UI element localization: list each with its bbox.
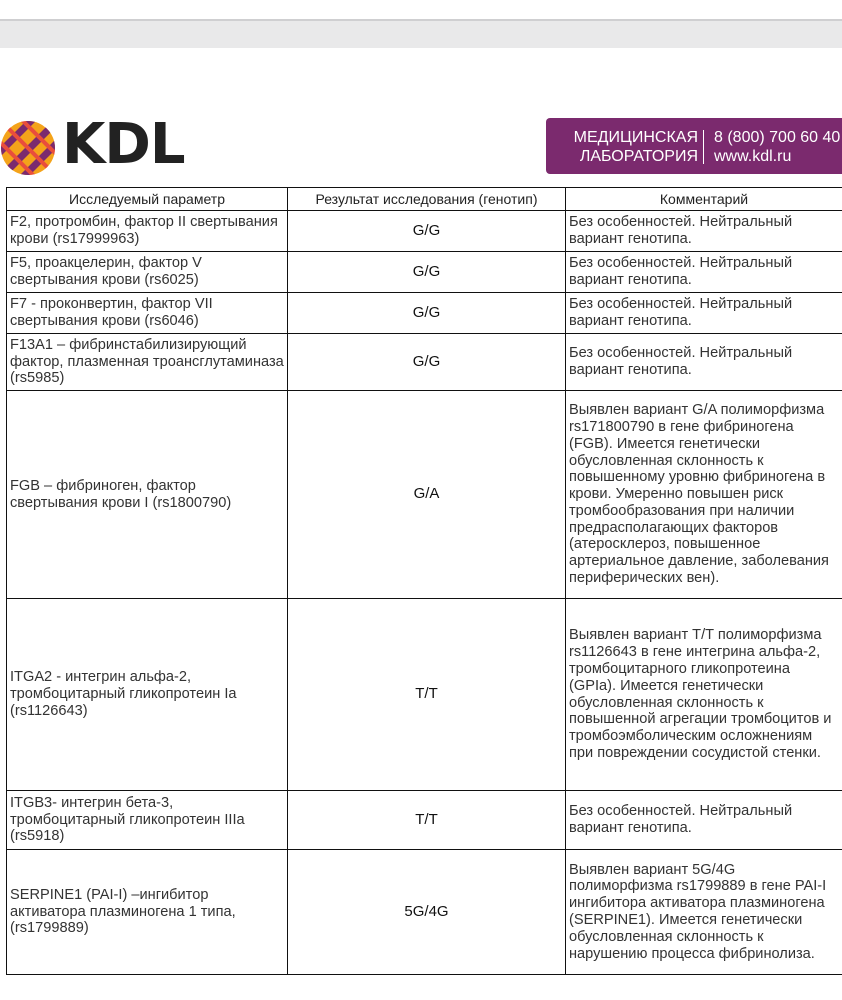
- comment-cell: Выявлен вариант G/A полиморфизма rs171800790 в гене фибриногена (FGB). Имеется генетически обусловленная склонность к повышенному уровню фибриногена в крови. Умеренно повышен риск тромбообразования при наличии предрасполагающих факторов (атеросклероз, повышенное артериальное давление, заболевания периферических вен).: [566, 391, 842, 599]
- comment-cell: Без особенностей. Нейтральный вариант генотипа.: [566, 791, 842, 850]
- result-cell: G/G: [288, 252, 566, 293]
- website-link[interactable]: www.kdl.ru: [714, 148, 792, 165]
- parameter-cell: SERPINE1 (PAI-I) –ингибитор активатора плазминогена 1 типа, (rs1799889): [7, 850, 288, 975]
- comment-cell: Выявлен вариант T/T полиморфизма rs1126643 в гене интегрина альфа-2, тромбоцитарного гликопротеина (GPIa). Имеется генетически обусловленная склонность к повышенной агрегации тромбоцитов и тромбоэмболическим осложнениям при повреждении сосудистой стенки.: [566, 599, 842, 791]
- column-header-result: Результат исследования (генотип): [288, 188, 566, 211]
- lab-contact-banner: [546, 118, 842, 174]
- column-header-comment: Комментарий: [566, 188, 842, 211]
- table-row: [7, 850, 842, 975]
- result-cell: G/G: [288, 334, 566, 391]
- table-row: [7, 791, 842, 850]
- parameter-cell: F7 - проконвертин, фактор VII свертывания крови (rs6046): [7, 293, 288, 334]
- comment-cell: Без особенностей. Нейтральный вариант генотипа.: [566, 211, 842, 252]
- table-row: [7, 293, 842, 334]
- result-cell: 5G/4G: [288, 850, 566, 975]
- banner-divider: [703, 130, 704, 164]
- comment-cell: Без особенностей. Нейтральный вариант генотипа.: [566, 293, 842, 334]
- brand-name: KDL: [62, 112, 185, 177]
- table-row: [7, 391, 842, 599]
- result-cell: G/A: [288, 391, 566, 599]
- parameter-cell: F5, проакцелерин, фактор V свертывания крови (rs6025): [7, 252, 288, 293]
- result-cell: G/G: [288, 211, 566, 252]
- table-row: [7, 599, 842, 791]
- parameter-cell: ITGA2 - интегрин альфа-2, тромбоцитарный гликопротеин Ia (rs1126643): [7, 599, 288, 791]
- top-status-bar: [0, 0, 842, 48]
- lab-name-line1: МЕДИЦИНСКАЯ: [573, 129, 698, 146]
- phone-number[interactable]: 8 (800) 700 60 40: [714, 129, 841, 146]
- parameter-cell: ITGB3- интегрин бета-3, тромбоцитарный гликопротеин IIIa (rs5918): [7, 791, 288, 850]
- comment-cell: Без особенностей. Нейтральный вариант генотипа.: [566, 252, 842, 293]
- table-row: [7, 211, 842, 252]
- column-header-parameter: Исследуемый параметр: [7, 188, 288, 211]
- result-cell: G/G: [288, 293, 566, 334]
- lab-name-line2: ЛАБОРАТОРИЯ: [579, 148, 698, 165]
- parameter-cell: FGB – фибриноген, фактор свертывания крови I (rs1800790): [7, 391, 288, 599]
- genotype-results-table: [6, 187, 842, 975]
- table-row: [7, 334, 842, 391]
- result-cell: T/T: [288, 791, 566, 850]
- lab-name: [558, 128, 698, 166]
- comment-cell: Выявлен вариант 5G/4G полиморфизма rs1799889 в гене PAI-I ингибитора активатора плазминогена (SERPINE1). Имеется генетически обусловленная склонность к нарушению процесса фибринолиза.: [566, 850, 842, 975]
- table-header-row: [7, 188, 842, 211]
- table-row: [7, 252, 842, 293]
- parameter-cell: F13A1 – фибринстабилизирующий фактор, плазменная троансглутаминаза (rs5985): [7, 334, 288, 391]
- kdl-logo-mark-icon: [0, 120, 56, 176]
- comment-cell: Без особенностей. Нейтральный вариант генотипа.: [566, 334, 842, 391]
- result-cell: T/T: [288, 599, 566, 791]
- lab-contacts: [714, 128, 840, 166]
- parameter-cell: F2, протромбин, фактор II свертывания крови (rs17999963): [7, 211, 288, 252]
